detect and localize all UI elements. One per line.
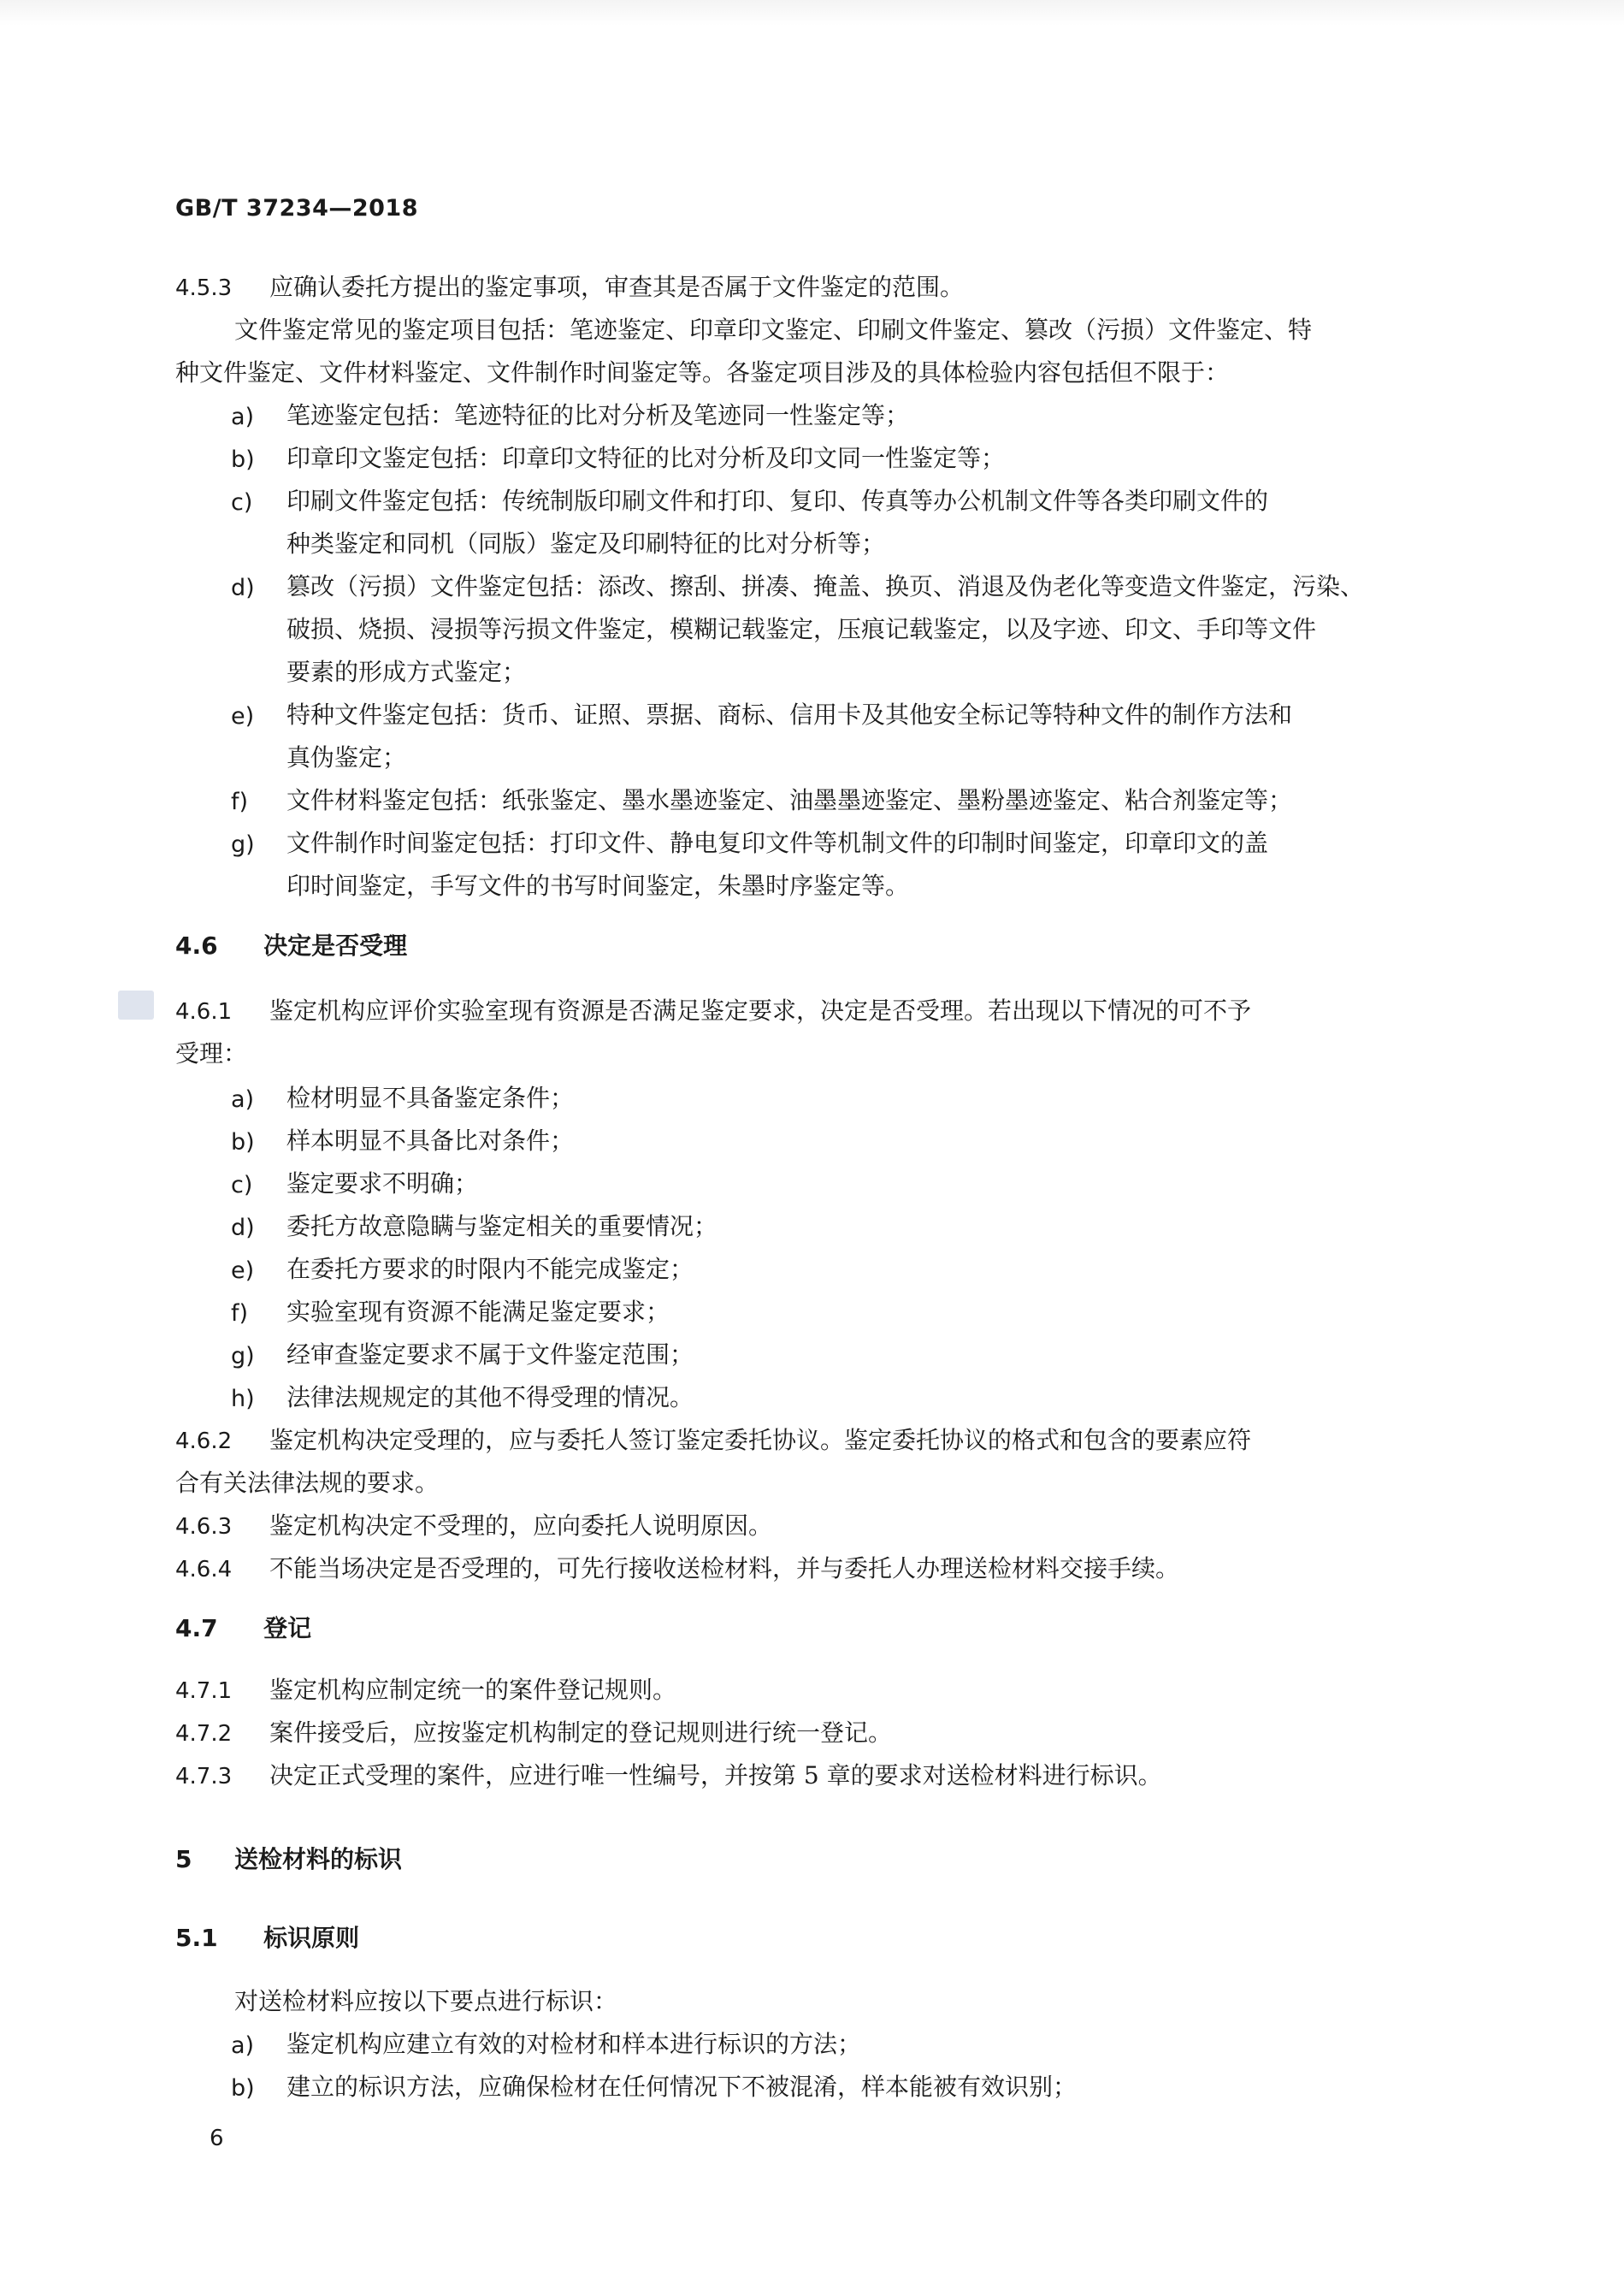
section-number: 4.7: [175, 1614, 218, 1642]
clause-4-6-4: [175, 1554, 1179, 1582]
list-item: 委托方故意隐瞒与鉴定相关的重要情况；: [286, 1212, 718, 1240]
list-item: 笔迹鉴定包括：笔迹特征的比对分析及笔迹同一性鉴定等；: [286, 401, 910, 429]
chapter-number: 5: [175, 1845, 192, 1873]
clause-text: 应确认委托方提出的鉴定事项，审查其是否属于文件鉴定的范围。: [269, 273, 964, 301]
paragraph-line: 受理：: [175, 1039, 248, 1068]
clause-4-7-2: [175, 1718, 892, 1747]
clause-text: 鉴定机构应评价实验室现有资源是否满足鉴定要求，决定是否受理。若出现以下情况的可不予: [269, 997, 1251, 1025]
list-label: a): [231, 404, 255, 430]
list-item: 样本明显不具备比对条件；: [286, 1127, 575, 1155]
list-item: 建立的标识方法，应确保检材在任何情况下不被混淆，样本能被有效识别；: [286, 2073, 1078, 2101]
scan-top-edge: [0, 0, 1624, 26]
clause-number: 4.6.3: [175, 1514, 233, 1540]
section-number: 5.1: [175, 1924, 218, 1952]
list-label: f): [231, 1300, 249, 1327]
list-item: 鉴定要求不明确；: [286, 1169, 479, 1198]
list-label: e): [231, 703, 255, 730]
section-number: 4.6: [175, 932, 218, 960]
page-number: 6: [210, 2126, 224, 2151]
list-item: 文件材料鉴定包括：纸张鉴定、墨水墨迹鉴定、油墨墨迹鉴定、墨粉墨迹鉴定、粘合剂鉴定等；: [286, 786, 1293, 814]
clause-4-7-1: [175, 1678, 676, 1702]
list-item-continued: 真伪鉴定；: [286, 743, 407, 772]
clause-number: 4.6.2: [175, 1428, 233, 1454]
section-title: 决定是否受理: [263, 932, 408, 960]
clause-text: 不能当场决定是否受理的，可先行接收送检材料，并与委托人办理送检材料交接手续。: [269, 1554, 1179, 1582]
paragraph-line: 合有关法律法规的要求。: [175, 1469, 440, 1497]
clause-number: 4.7.3: [175, 1764, 233, 1789]
paragraph-line: 文件鉴定常见的鉴定项目包括：笔迹鉴定、印章印文鉴定、印刷文件鉴定、篡改（污损）文件鉴定、特: [234, 316, 1313, 344]
clause-text: 案件接受后，应按鉴定机构制定的登记规则进行统一登记。: [269, 1718, 892, 1747]
list-item: 特种文件鉴定包括：货币、证照、票据、商标、信用卡及其他安全标记等特种文件的制作方法和: [286, 701, 1293, 729]
clause-4-7-3: [175, 1761, 1162, 1789]
list-item: 篡改（污损）文件鉴定包括：添改、擦刮、拼凑、掩盖、换页、消退及伪老化等变造文件鉴定，污染、: [286, 572, 1365, 600]
clause-text: 决定正式受理的案件，应进行唯一性编号，并按第 5 章的要求对送检材料进行标识。: [269, 1761, 1162, 1789]
clause-number: 4.7.2: [175, 1721, 233, 1747]
clause-4-6-1: [175, 999, 1251, 1023]
list-item: 经审查鉴定要求不属于文件鉴定范围；: [286, 1340, 694, 1369]
chapter-heading-5: [175, 1845, 402, 1873]
list-label: b): [231, 1129, 255, 1156]
clause-text: 鉴定机构决定不受理的，应向委托人说明原因。: [269, 1511, 772, 1540]
clause-text: 鉴定机构决定受理的，应与委托人签订鉴定委托协议。鉴定委托协议的格式和包含的要素应符: [269, 1426, 1251, 1454]
section-heading-5-1: [175, 1926, 359, 1950]
list-item: 文件制作时间鉴定包括：打印文件、静电复印文件等机制文件的印制时间鉴定，印章印文的盖: [286, 829, 1269, 857]
list-label: g): [231, 1343, 255, 1369]
list-item: 法律法规规定的其他不得受理的情况。: [286, 1383, 694, 1411]
standard-code: GB/T 37234—2018: [175, 195, 418, 222]
list-item-continued: 印时间鉴定，手写文件的书写时间鉴定，朱墨时序鉴定等。: [286, 872, 910, 900]
list-item: 在委托方要求的时限内不能完成鉴定；: [286, 1255, 694, 1283]
list-item-continued: 破损、烧损、浸损等污损文件鉴定，模糊记载鉴定，压痕记载鉴定，以及字迹、印文、手印等文件: [286, 615, 1317, 643]
clause-4-6-2: [175, 1428, 1251, 1452]
list-item-continued: 种类鉴定和同机（同版）鉴定及印刷特征的比对分析等；: [286, 529, 886, 558]
section-title: 登记: [263, 1614, 312, 1642]
list-item: 实验室现有资源不能满足鉴定要求；: [286, 1298, 670, 1326]
clause-4-6-3: [175, 1511, 772, 1540]
list-item: 印章印文鉴定包括：印章印文特征的比对分析及印文同一性鉴定等；: [286, 444, 1006, 472]
clause-text: 鉴定机构应制定统一的案件登记规则。: [269, 1676, 676, 1704]
list-item: 印刷文件鉴定包括：传统制版印刷文件和打印、复印、传真等办公机制文件等各类印刷文件的: [286, 487, 1269, 515]
list-label: a): [231, 2032, 255, 2059]
clause-number: 4.6.4: [175, 1557, 233, 1582]
list-label: b): [231, 447, 255, 473]
list-item: 鉴定机构应建立有效的对检材和样本进行标识的方法；: [286, 2030, 862, 2058]
list-label: d): [231, 575, 255, 601]
list-label: b): [231, 2075, 255, 2102]
scan-artifact-mark: [118, 991, 154, 1020]
list-label: f): [231, 789, 249, 815]
clause-number: 4.6.1: [175, 999, 233, 1025]
paragraph-line: 种文件鉴定、文件材料鉴定、文件制作时间鉴定等。各鉴定项目涉及的具体检验内容包括但不限于：: [175, 358, 1230, 387]
list-label: c): [231, 1172, 253, 1198]
list-label: e): [231, 1257, 255, 1284]
section-heading-4-7: [175, 1614, 312, 1642]
list-label: a): [231, 1086, 255, 1113]
list-label: g): [231, 831, 255, 858]
clause-4-5-3: [175, 275, 964, 299]
section-heading-4-6: [175, 934, 407, 958]
clause-number: 4.7.1: [175, 1678, 233, 1704]
paragraph-line: 对送检材料应按以下要点进行标识：: [234, 1987, 618, 2015]
list-label: d): [231, 1215, 255, 1241]
list-label: c): [231, 489, 253, 516]
list-item: 检材明显不具备鉴定条件；: [286, 1084, 575, 1112]
list-label: h): [231, 1386, 255, 1412]
section-title: 标识原则: [263, 1924, 360, 1952]
chapter-title: 送检材料的标识: [233, 1845, 402, 1873]
list-item-continued: 要素的形成方式鉴定；: [286, 658, 527, 686]
clause-number: 4.5.3: [175, 275, 233, 301]
